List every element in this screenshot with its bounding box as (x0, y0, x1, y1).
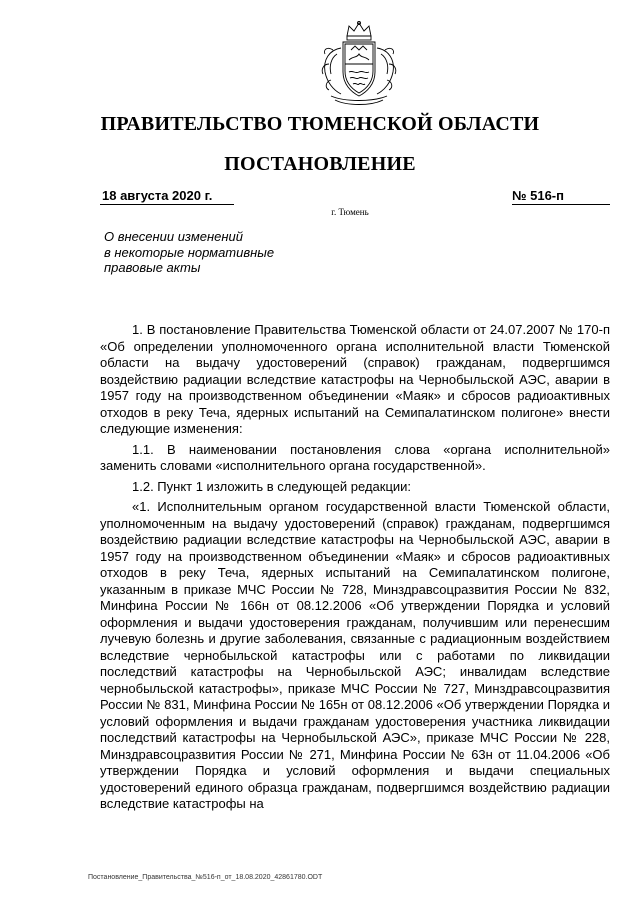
city-label: г. Тюмень (331, 207, 369, 217)
body-paragraph: «1. Исполнительным органом государственной власти Тюменской области, уполномоченным на выдачу удостоверений (справок) гражданам, подвергшимся воздействию радиации вследствие катастрофы на Чернобыльской АЭС, аварии в 1957 году на производственном объединении «Маяк» и сбросов радиоактивных отходов в реку Теча, ядерных испытаний на Семипалатинском полигоне, указанным в приказе МЧС России № 728, Минздравсоцразвития России № 832, Минфина России № 166н от 08.12.2006 «Об утверждении Порядка и условий оформления и выдачи удостоверения гражданам, получившим или перенесшим лучевую болезнь и другие заболевания, связанные с радиационным воздействием вследствие чернобыльской катастрофы или с работами по ликвидации последствий катастрофы на Чернобыльской АЭС; инвалидам вследствие чернобыльской катастрофы», приказе МЧС России № 727, Минздравсоцразвития России № 831, Минфина России № 165н от 08.12.2006 «Об утверждении Порядка и условий оформления и выдачи гражданам удостоверения участника ликвидации последствий катастрофы на Чернобыльской АЭС», приказе МЧС России № 228, Минздравсоцразвития России № 271, Минфина России № 63н от 11.04.2006 «Об утверждении Порядка и условий оформления и выдачи специальных удостоверений единого образца гражданам, подвергшимся воздействию радиации вследствие катастрофы на (100, 499, 610, 811)
footer-filename: Постановление_Правительства_№516-п_от_18.08.2020_42861780.ODT (88, 874, 323, 881)
body-paragraph: 1.2. Пункт 1 изложить в следующей редакции: (132, 478, 412, 494)
subject-line: О внесении изменений (104, 229, 243, 244)
body-paragraph: 1.1. В наименовании постановления слова «органа исполнительной» заменить словами «исполнительного органа государственной». (100, 441, 610, 473)
document-subject (104, 229, 324, 276)
subject-line: правовые акты (104, 260, 201, 275)
document-number-field (512, 188, 610, 205)
government-title: ПРАВИТЕЛЬСТВО ТЮМЕНСКОЙ ОБЛАСТИ (100, 113, 540, 135)
body-paragraph: 1. В постановление Правительства Тюменской области от 24.07.2007 № 170-п «Об определении уполномоченного органа исполнительной власти Тюменской области на выдачу удостоверений (справок) гражданам, подвергшимся воздействию радиации вследствие катастрофы на Чернобыльской АЭС, аварии в 1957 году на производственном объединении «Маяк» и сбросов радиоактивных отходов в реку Теча, ядерных испытаний на Семипалатинском полигоне» внести следующие изменения: (100, 322, 610, 436)
document-type-title: ПОСТАНОВЛЕНИЕ (224, 153, 416, 175)
subject-line: в некоторые нормативные (104, 244, 275, 260)
document-date: 18 августа 2020 г. (102, 188, 213, 203)
coat-of-arms-emblem (311, 20, 407, 108)
document-date-field (100, 188, 234, 205)
document-body (100, 322, 610, 813)
document-number: № 516-п (512, 188, 564, 203)
